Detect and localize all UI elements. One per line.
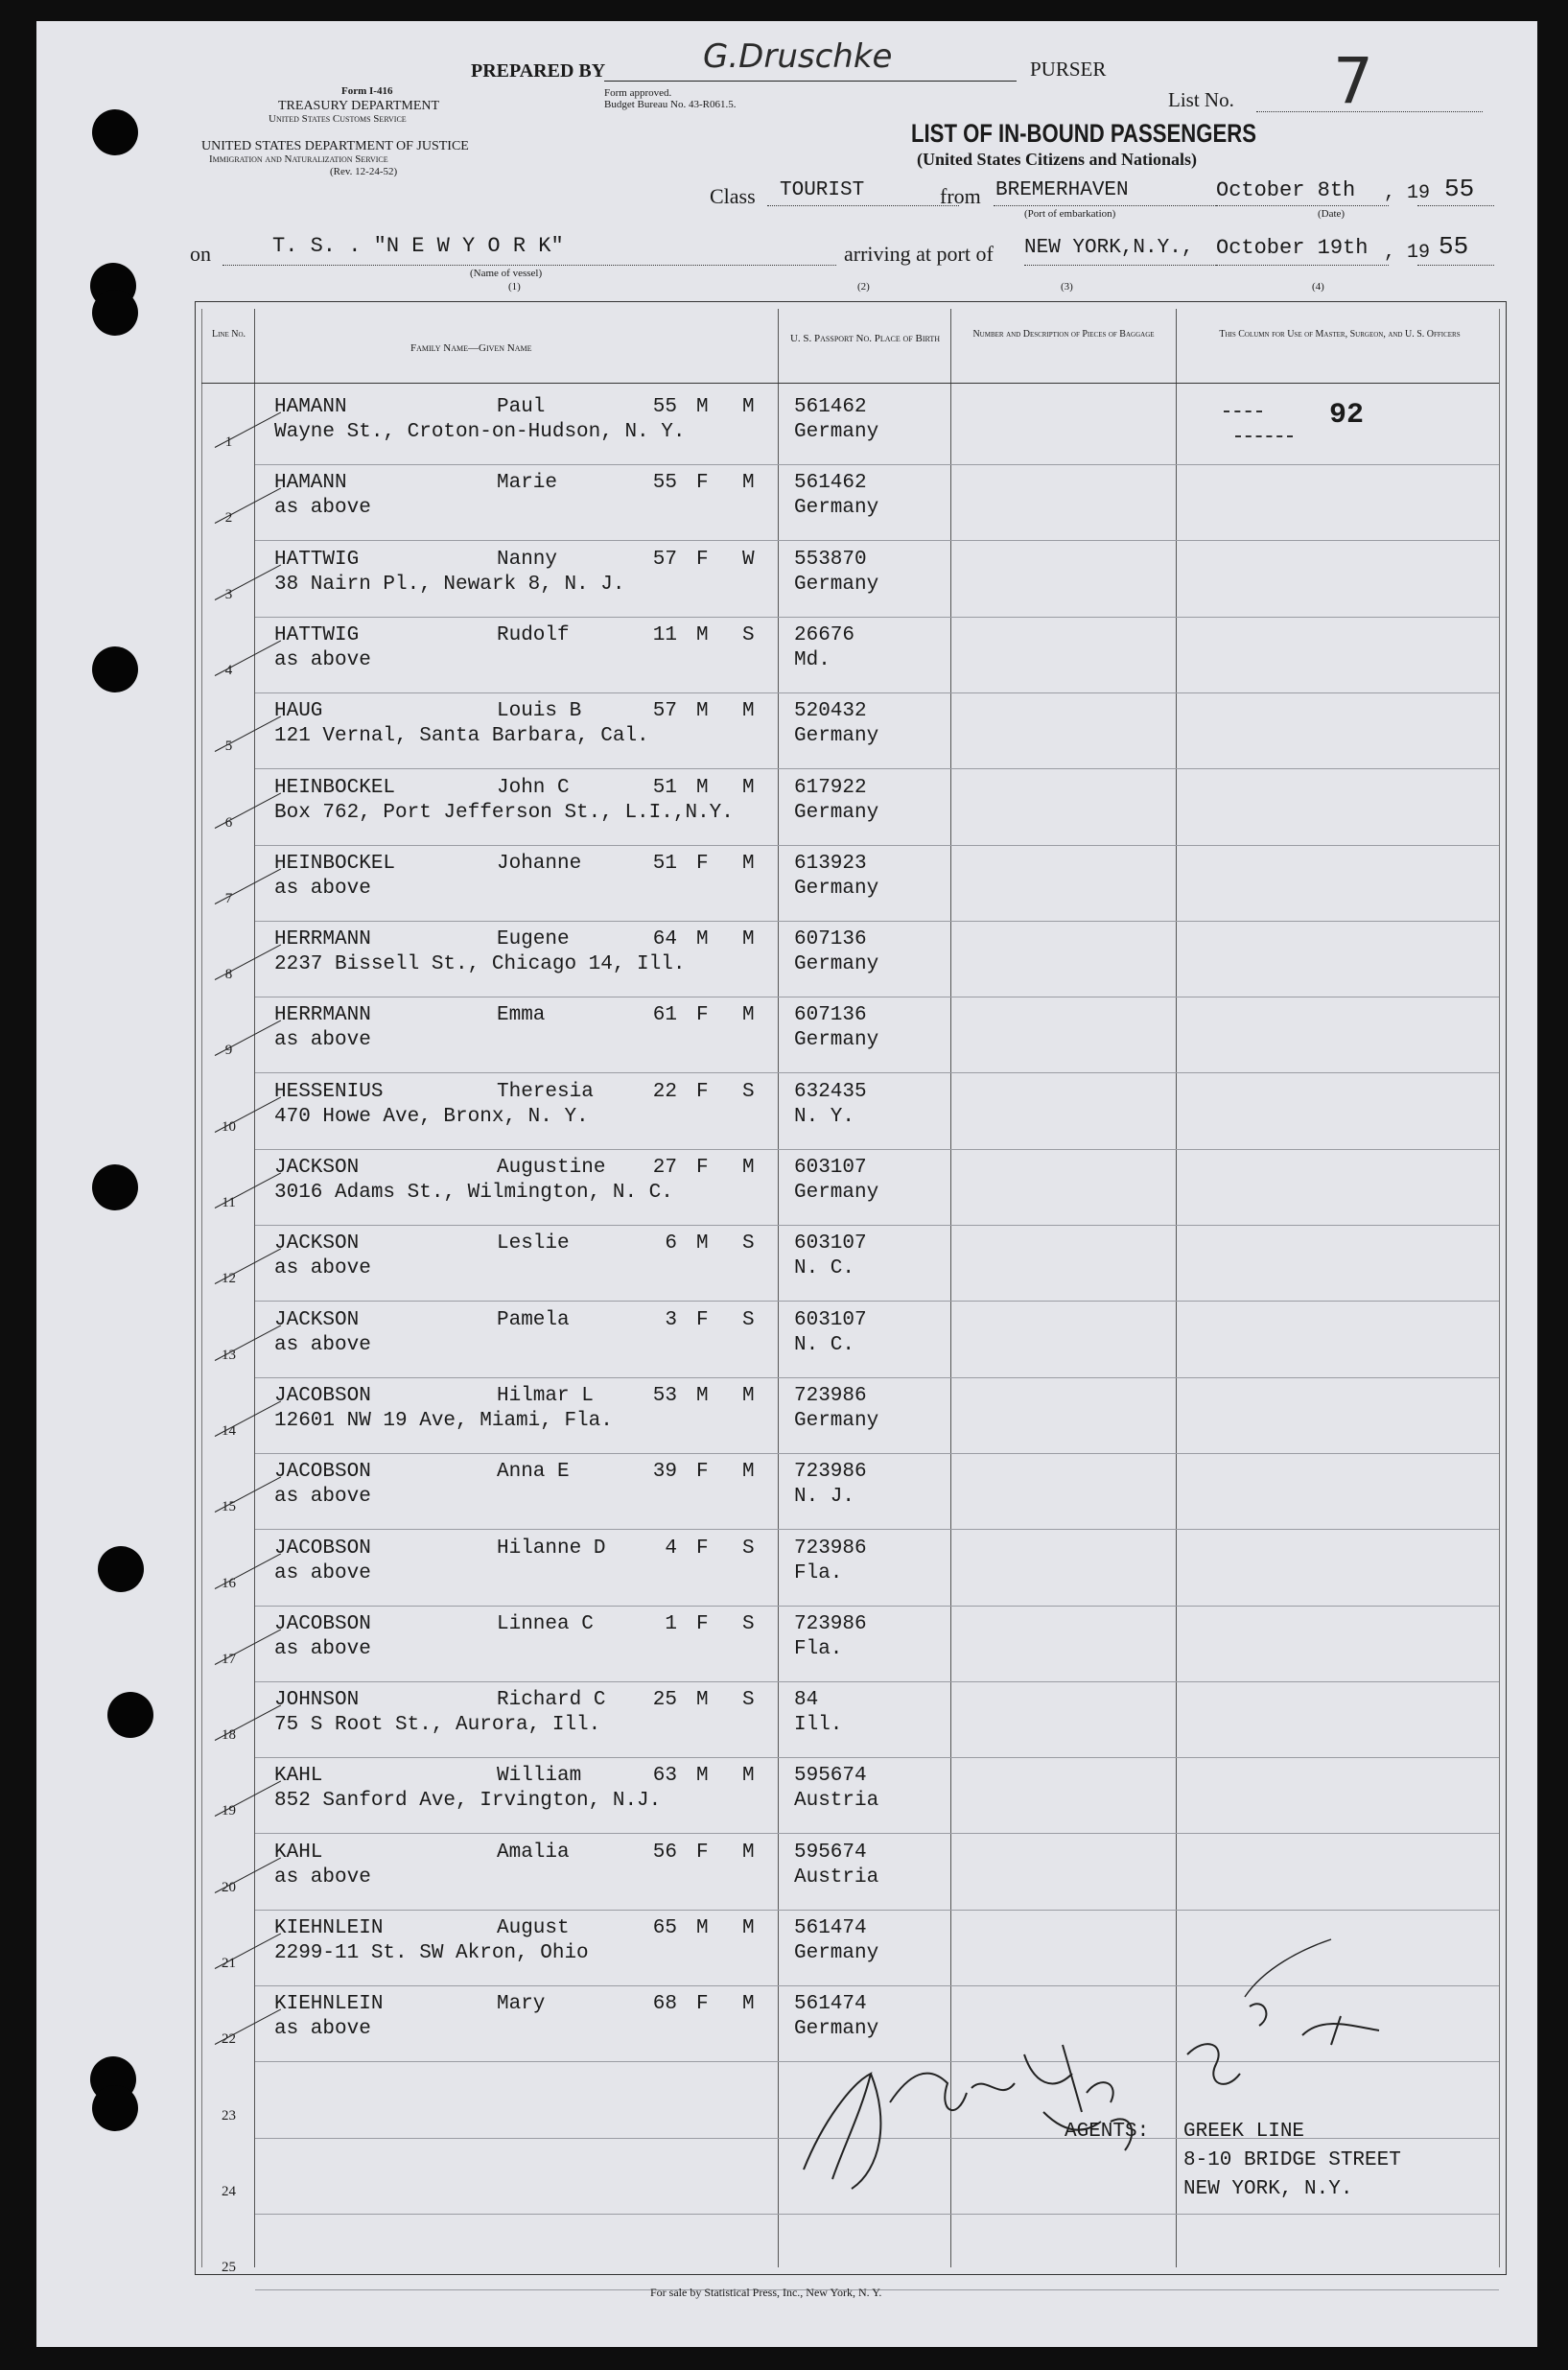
place-of-birth: Austria [794, 1790, 879, 1813]
arrival-date-line [1216, 265, 1389, 266]
sex: F [696, 852, 709, 875]
sex: F [696, 1841, 709, 1864]
given-name: Hilanne D [497, 1537, 606, 1560]
place-of-birth: N. C. [794, 1333, 855, 1356]
address: as above [274, 1865, 371, 1889]
row-rule [255, 464, 1499, 465]
address: 121 Vernal, Santa Barbara, Cal. [274, 725, 649, 748]
marital-status: M [742, 1384, 755, 1407]
age: 55 [652, 472, 677, 495]
place-of-birth: Germany [794, 1029, 879, 1052]
given-name: John C [497, 776, 570, 799]
family-name: HEINBOCKEL [274, 776, 396, 799]
place-of-birth: N. J. [794, 1486, 855, 1509]
row-number: 11 [222, 1195, 236, 1210]
from-label: from [940, 184, 981, 208]
row-number: 23 [222, 2107, 236, 2124]
address: as above [274, 877, 371, 900]
age: 56 [652, 1841, 677, 1864]
master-signature [765, 1930, 1417, 2217]
address: Box 762, Port Jefferson St., L.I.,N.Y. [274, 801, 734, 824]
arriving-value: NEW YORK,N.Y., [1024, 237, 1194, 259]
family-name: HERRMANN [274, 1004, 371, 1027]
arriving-line [1024, 265, 1216, 266]
prepared-by-line [604, 81, 1017, 82]
address: as above [274, 1637, 371, 1660]
marital-status: S [742, 1689, 755, 1712]
place-of-birth: Germany [794, 877, 879, 900]
officer-mark: 92 [1329, 399, 1365, 432]
given-name: Rudolf [497, 623, 570, 646]
passport-number: 723986 [794, 1461, 867, 1484]
place-of-birth: Fla. [794, 1561, 843, 1584]
marital-status: M [742, 852, 755, 875]
age: 61 [652, 1004, 677, 1027]
marital-status: S [742, 623, 755, 646]
age: 39 [652, 1461, 677, 1484]
place-of-birth: Austria [794, 1865, 879, 1889]
passport-number: 603107 [794, 1157, 867, 1179]
place-of-birth: Germany [794, 1409, 879, 1432]
age: 25 [652, 1689, 677, 1712]
table-divider [254, 309, 255, 2267]
age: 27 [652, 1157, 677, 1179]
agents-line-3: NEW YORK, N.Y. [1183, 2178, 1353, 2200]
dept-line-3: (Rev. 12-24-52) [330, 166, 398, 177]
sex: M [696, 623, 709, 646]
year-line [1417, 205, 1494, 206]
marital-status: S [742, 1232, 755, 1255]
family-name: JACKSON [274, 1232, 360, 1255]
sex: F [696, 1157, 709, 1179]
col-num-1: (1) [508, 281, 521, 293]
place-of-birth: Germany [794, 2018, 879, 2041]
prepared-by-label: PREPARED BY [471, 60, 606, 82]
port-of-embarkation-label: (Port of embarkation) [1024, 208, 1116, 220]
age: 51 [652, 776, 677, 799]
given-name: Mary [497, 1993, 546, 2016]
marital-status: M [742, 1917, 755, 1939]
marital-status: M [742, 1004, 755, 1027]
row-number: 18 [222, 1727, 236, 1744]
form-line-3: United States Customs Service [269, 113, 407, 125]
form-line-2: TREASURY DEPARTMENT [278, 99, 440, 113]
age: 68 [652, 1993, 677, 2016]
table-divider [201, 309, 202, 2267]
passport-number: 723986 [794, 1612, 867, 1635]
passport-number: 26676 [794, 623, 855, 646]
marital-status: M [742, 928, 755, 951]
address: 38 Nairn Pl., Newark 8, N. J. [274, 573, 625, 596]
passport-number: 595674 [794, 1765, 867, 1788]
class-line [767, 205, 959, 206]
passport-number: 607136 [794, 928, 867, 951]
punch-hole [98, 1546, 144, 1592]
marital-status: M [742, 472, 755, 495]
row-rule [255, 1377, 1499, 1378]
row-number: 20 [222, 1879, 236, 1895]
punch-hole [92, 2085, 138, 2131]
family-name: JACKSON [274, 1308, 360, 1331]
marital-status: S [742, 1308, 755, 1331]
place-of-birth: Germany [794, 573, 879, 596]
row-number: 14 [222, 1422, 236, 1439]
given-name: Richard C [497, 1689, 606, 1712]
given-name: Theresia [497, 1080, 594, 1103]
place-of-birth: Germany [794, 801, 879, 824]
table-divider [1499, 309, 1500, 2267]
officer-dashes [1224, 411, 1262, 412]
place-of-birth: Germany [794, 953, 879, 976]
row-number: 12 [222, 1271, 236, 1287]
place-of-birth: Ill. [794, 1714, 843, 1737]
age: 57 [652, 548, 677, 571]
family-name: KAHL [274, 1841, 323, 1864]
row-number: 13 [222, 1347, 236, 1363]
sex: F [696, 548, 709, 571]
family-name: HESSENIUS [274, 1080, 384, 1103]
from-year: 55 [1444, 175, 1475, 203]
address: as above [274, 1561, 371, 1584]
officer-dashes [1235, 435, 1293, 437]
sex: M [696, 1765, 709, 1788]
prepared-by-signature: G.Druschke [703, 37, 893, 76]
family-name: JOHNSON [274, 1689, 360, 1712]
row-number: 2 [224, 510, 233, 527]
address: as above [274, 1257, 371, 1280]
header-family-name: Family Name—Given Name [410, 342, 532, 354]
passport-number: 553870 [794, 548, 867, 571]
row-rule [255, 692, 1499, 693]
header-rule [201, 383, 1499, 384]
address: 3016 Adams St., Wilmington, N. C. [274, 1182, 673, 1204]
row-rule [255, 768, 1499, 769]
vessel-name: T. S. . "N E W Y O R K" [272, 234, 564, 258]
place-of-birth: Germany [794, 421, 879, 443]
age: 6 [665, 1232, 677, 1255]
passport-number: 617922 [794, 776, 867, 799]
punch-hole [92, 290, 138, 336]
row-rule [255, 1149, 1499, 1150]
given-name: Hilmar L [497, 1384, 594, 1407]
marital-status: S [742, 1537, 755, 1560]
row-rule [255, 1606, 1499, 1607]
date-label: (Date) [1318, 208, 1346, 220]
family-name: JACOBSON [274, 1461, 371, 1484]
given-name: Amalia [497, 1841, 570, 1864]
row-rule [255, 845, 1499, 846]
sex: F [696, 1993, 709, 2016]
vessel-line [222, 265, 836, 266]
header-officers: This Column for Use of Master, Surgeon, and U. S. Officers [1219, 329, 1461, 340]
family-name: JACOBSON [274, 1537, 371, 1560]
family-name: HERRMANN [274, 928, 371, 951]
passport-number: 84 [794, 1689, 819, 1712]
marital-status: M [742, 700, 755, 723]
row-rule [255, 1453, 1499, 1454]
age: 63 [652, 1765, 677, 1788]
col-num-2: (2) [857, 281, 870, 293]
passport-number: 632435 [794, 1080, 867, 1103]
row-number: 8 [224, 967, 233, 983]
row-rule [255, 1301, 1499, 1302]
row-number: 22 [222, 2031, 236, 2048]
col-num-4: (4) [1312, 281, 1324, 293]
row-rule [255, 1529, 1499, 1530]
address: Wayne St., Croton-on-Hudson, N. Y. [274, 421, 686, 443]
sex: M [696, 776, 709, 799]
given-name: Nanny [497, 548, 558, 571]
passport-number: 595674 [794, 1841, 867, 1864]
row-rule [255, 1910, 1499, 1911]
class-label: Class [710, 184, 756, 208]
marital-status: M [742, 776, 755, 799]
arrival-year-line [1417, 265, 1494, 266]
place-of-birth: Germany [794, 497, 879, 520]
row-number: 10 [222, 1118, 236, 1135]
header-passport: U. S. Passport No. Place of Birth [789, 333, 941, 344]
row-number: 24 [222, 2183, 236, 2199]
row-rule [255, 617, 1499, 618]
list-no-label: List No. [1168, 88, 1234, 111]
header-line-no: Line No. [211, 329, 246, 340]
family-name: HAMANN [274, 472, 347, 495]
marital-status: M [742, 1765, 755, 1788]
row-rule [255, 1072, 1499, 1073]
row-rule [255, 1757, 1499, 1758]
passport-number: 561462 [794, 396, 867, 418]
family-name: KAHL [274, 1765, 323, 1788]
given-name: Pamela [497, 1308, 570, 1331]
given-name: Eugene [497, 928, 570, 951]
from-value: BREMERHAVEN [995, 179, 1129, 201]
from-date: October 8th [1216, 178, 1356, 202]
family-name: HEINBOCKEL [274, 852, 396, 875]
passport-number: 723986 [794, 1384, 867, 1407]
from-line [994, 205, 1216, 206]
passport-number: 603107 [794, 1308, 867, 1331]
passport-number: 613923 [794, 852, 867, 875]
row-number: 3 [224, 586, 233, 602]
sex: F [696, 1308, 709, 1331]
marital-status: W [742, 548, 755, 571]
age: 64 [652, 928, 677, 951]
arriving-label: arriving at port of [844, 242, 994, 266]
sex: M [696, 1232, 709, 1255]
address: 2237 Bissell St., Chicago 14, Ill. [274, 953, 686, 976]
address: as above [274, 1333, 371, 1356]
given-name: Augustine [497, 1157, 606, 1179]
age: 57 [652, 700, 677, 723]
marital-status: M [742, 1993, 755, 2016]
punch-hole [107, 1692, 153, 1738]
class-value: TOURIST [780, 179, 865, 201]
arrival-date: October 19th [1216, 236, 1369, 260]
place-of-birth: Fla. [794, 1637, 843, 1660]
header-baggage: Number and Description of Pieces of Baggage [972, 329, 1155, 340]
place-of-birth: Germany [794, 1942, 879, 1964]
marital-status: M [742, 1841, 755, 1864]
age: 4 [665, 1537, 677, 1560]
sex: M [696, 700, 709, 723]
passport-number: 607136 [794, 1004, 867, 1027]
sex: F [696, 472, 709, 495]
address: 852 Sanford Ave, Irvington, N.J. [274, 1790, 662, 1813]
row-rule [255, 1681, 1499, 1682]
row-rule [255, 540, 1499, 541]
form-approved-1: Form approved. [604, 87, 672, 99]
given-name: August [497, 1917, 570, 1939]
family-name: HAUG [274, 700, 323, 723]
passport-number: 561462 [794, 472, 867, 495]
sex: M [696, 1384, 709, 1407]
purser-label: PURSER [1030, 58, 1107, 81]
given-name: Marie [497, 472, 558, 495]
address: 470 Howe Ave, Bronx, N. Y. [274, 1105, 589, 1128]
given-name: Emma [497, 1004, 546, 1027]
place-of-birth: Germany [794, 725, 879, 748]
address: as above [274, 497, 371, 520]
address: 75 S Root St., Aurora, Ill. [274, 1714, 601, 1737]
address: as above [274, 2018, 371, 2041]
agents-label: AGENTS: [1065, 2121, 1150, 2143]
place-of-birth: Germany [794, 1182, 879, 1204]
family-name: JACKSON [274, 1157, 360, 1179]
family-name: KIEHNLEIN [274, 1917, 384, 1939]
row-number: 19 [222, 1803, 236, 1819]
sex: M [696, 928, 709, 951]
marital-status: S [742, 1080, 755, 1103]
marital-status: M [742, 396, 755, 418]
row-number: 1 [224, 434, 233, 450]
family-name: HATTWIG [274, 623, 360, 646]
list-no-value: 7 [1333, 44, 1373, 118]
given-name: Johanne [497, 852, 582, 875]
sex: F [696, 1461, 709, 1484]
row-number: 17 [222, 1651, 236, 1667]
arrival-year: 55 [1439, 232, 1469, 261]
place-of-birth: N. Y. [794, 1105, 855, 1128]
passport-number: 603107 [794, 1232, 867, 1255]
family-name: JACOBSON [274, 1612, 371, 1635]
punch-hole [92, 1164, 138, 1210]
row-number: 9 [224, 1043, 233, 1059]
form-line-1: Form I-416 [341, 85, 393, 97]
dept-line-2: Immigration and Naturalization Service [209, 153, 388, 165]
given-name: Leslie [497, 1232, 570, 1255]
family-name: HATTWIG [274, 548, 360, 571]
vessel-label: (Name of vessel) [470, 268, 543, 279]
passport-number: 561474 [794, 1993, 867, 2016]
address: 12601 NW 19 Ave, Miami, Fla. [274, 1409, 613, 1432]
family-name: HAMANN [274, 396, 347, 418]
age: 53 [652, 1384, 677, 1407]
sex: M [696, 1689, 709, 1712]
place-of-birth: N. C. [794, 1257, 855, 1280]
from-year-prefix: , 19 [1384, 182, 1431, 204]
sex: M [696, 396, 709, 418]
address: as above [274, 648, 371, 671]
page-title: LIST OF IN-BOUND PASSENGERS [911, 119, 1257, 148]
col-num-3: (3) [1061, 281, 1073, 293]
date-line [1216, 205, 1389, 206]
row-rule [255, 1225, 1499, 1226]
age: 55 [652, 396, 677, 418]
place-of-birth: Md. [794, 648, 831, 671]
form-approved-2: Budget Bureau No. 43-R061.5. [604, 99, 737, 110]
marital-status: M [742, 1461, 755, 1484]
address: 2299-11 St. SW Akron, Ohio [274, 1942, 589, 1964]
sex: F [696, 1612, 709, 1635]
punch-hole [92, 109, 138, 155]
address: as above [274, 1029, 371, 1052]
row-number: 25 [222, 2260, 236, 2276]
punch-hole [92, 646, 138, 692]
page-subtitle: (United States Citizens and Nationals) [917, 150, 1198, 169]
marital-status: S [742, 1612, 755, 1635]
age: 22 [652, 1080, 677, 1103]
passport-number: 520432 [794, 700, 867, 723]
marital-status: M [742, 1157, 755, 1179]
family-name: KIEHNLEIN [274, 1993, 384, 2016]
passport-number: 723986 [794, 1537, 867, 1560]
row-number: 5 [224, 739, 233, 755]
age: 11 [652, 623, 677, 646]
age: 65 [652, 1917, 677, 1939]
sex: F [696, 1004, 709, 1027]
family-name: JACOBSON [274, 1384, 371, 1407]
agents-line-2: 8-10 BRIDGE STREET [1183, 2149, 1401, 2171]
row-number: 15 [222, 1499, 236, 1515]
on-label: on [190, 242, 211, 266]
arrival-year-prefix: , 19 [1384, 242, 1431, 264]
given-name: Louis B [497, 700, 582, 723]
given-name: William [497, 1765, 582, 1788]
row-number: 6 [224, 814, 233, 831]
agents-line-1: GREEK LINE [1183, 2121, 1305, 2143]
dept-line-1: UNITED STATES DEPARTMENT OF JUSTICE [201, 139, 469, 153]
given-name: Linnea C [497, 1612, 594, 1635]
age: 1 [665, 1612, 677, 1635]
age: 51 [652, 852, 677, 875]
row-number: 4 [224, 662, 233, 678]
row-rule [255, 921, 1499, 922]
given-name: Paul [497, 396, 546, 418]
sex: F [696, 1537, 709, 1560]
row-rule [255, 1833, 1499, 1834]
row-number: 7 [224, 890, 233, 906]
passport-number: 561474 [794, 1917, 867, 1939]
sex: M [696, 1917, 709, 1939]
sex: F [696, 1080, 709, 1103]
row-number: 21 [222, 1956, 236, 1971]
row-number: 16 [222, 1575, 236, 1591]
address: as above [274, 1486, 371, 1509]
footer-note: For sale by Statistical Press, Inc., New York, N. Y. [650, 2286, 882, 2299]
manifest-page [36, 21, 1537, 2347]
given-name: Anna E [497, 1461, 570, 1484]
age: 3 [665, 1308, 677, 1331]
